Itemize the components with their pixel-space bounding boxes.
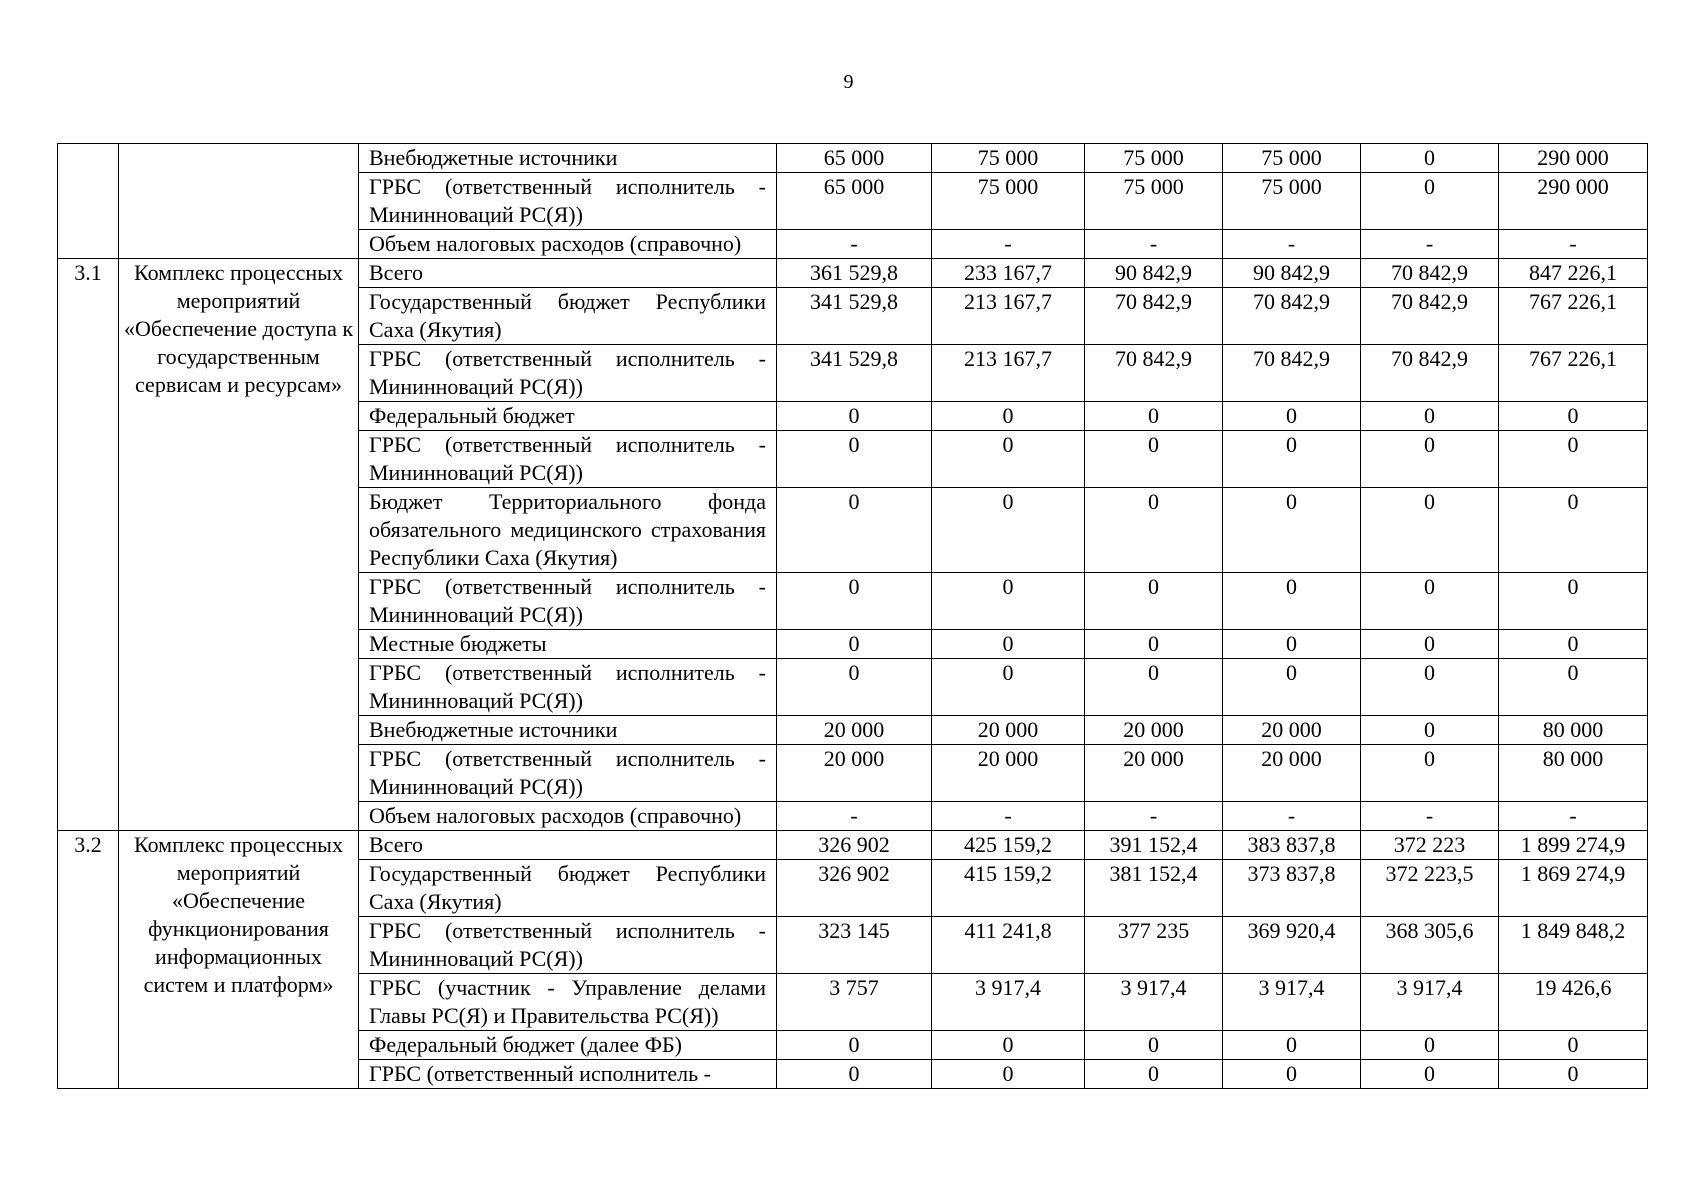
year-value-cell: 361 529,8 — [777, 259, 932, 288]
year-value-cell: - — [932, 230, 1085, 259]
year-value-cell: 0 — [1361, 573, 1499, 630]
funding-source-cell: ГРБС (ответственный исполнитель - Мининноваций РС(Я)) — [359, 573, 777, 630]
year-value-cell: 70 842,9 — [1361, 259, 1499, 288]
year-value-cell: - — [1223, 802, 1361, 831]
year-value-cell: - — [1085, 802, 1223, 831]
year-value-cell: 0 — [777, 659, 932, 716]
year-value-cell: 377 235 — [1085, 917, 1223, 974]
total-value-cell: 0 — [1499, 1031, 1648, 1060]
year-value-cell: 3 917,4 — [1223, 974, 1361, 1031]
year-value-cell: 425 159,2 — [932, 831, 1085, 860]
year-value-cell: 0 — [1085, 431, 1223, 488]
year-value-cell: 65 000 — [777, 144, 932, 173]
year-value-cell: 75 000 — [1223, 173, 1361, 230]
funding-source-cell: ГРБС (участник - Управление делами Главы РС(Я) и Правительства РС(Я)) — [359, 974, 777, 1031]
year-value-cell: 0 — [1223, 659, 1361, 716]
year-value-cell: 411 241,8 — [932, 917, 1085, 974]
total-value-cell: 1 899 274,9 — [1499, 831, 1648, 860]
funding-source-cell: Государственный бюджет Республики Саха (Якутия) — [359, 288, 777, 345]
total-value-cell: 0 — [1499, 573, 1648, 630]
year-value-cell: 0 — [777, 431, 932, 488]
year-value-cell: 0 — [777, 402, 932, 431]
funding-source-cell: Всего — [359, 831, 777, 860]
year-value-cell: 20 000 — [1223, 745, 1361, 802]
year-value-cell: 0 — [932, 488, 1085, 573]
total-value-cell: - — [1499, 802, 1648, 831]
year-value-cell: 0 — [1361, 659, 1499, 716]
funding-source-cell: Всего — [359, 259, 777, 288]
year-value-cell: 70 842,9 — [1361, 345, 1499, 402]
year-value-cell: 20 000 — [932, 716, 1085, 745]
year-value-cell: 70 842,9 — [1085, 345, 1223, 402]
year-value-cell: 3 917,4 — [932, 974, 1085, 1031]
year-value-cell: 0 — [1361, 630, 1499, 659]
total-value-cell: 847 226,1 — [1499, 259, 1648, 288]
year-value-cell: - — [777, 802, 932, 831]
funding-source-cell: Государственный бюджет Республики Саха (Якутия) — [359, 860, 777, 917]
year-value-cell: 0 — [932, 573, 1085, 630]
year-value-cell: 75 000 — [1085, 173, 1223, 230]
funding-source-cell: ГРБС (ответственный исполнитель - Мининноваций РС(Я)) — [359, 659, 777, 716]
year-value-cell: 0 — [1085, 1060, 1223, 1089]
total-value-cell: 0 — [1499, 402, 1648, 431]
funding-source-cell: Внебюджетные источники — [359, 144, 777, 173]
year-value-cell: 0 — [1223, 402, 1361, 431]
year-value-cell: 3 917,4 — [1361, 974, 1499, 1031]
funding-source-cell: Федеральный бюджет (далее ФБ) — [359, 1031, 777, 1060]
row-index-cell — [58, 144, 119, 259]
year-value-cell: 0 — [1085, 573, 1223, 630]
year-value-cell: 0 — [1085, 488, 1223, 573]
year-value-cell: 20 000 — [932, 745, 1085, 802]
year-value-cell: 372 223,5 — [1361, 860, 1499, 917]
funding-source-cell: ГРБС (ответственный исполнитель - Мининноваций РС(Я)) — [359, 431, 777, 488]
total-value-cell: 1 869 274,9 — [1499, 860, 1648, 917]
year-value-cell: 0 — [1085, 402, 1223, 431]
total-value-cell: 0 — [1499, 1060, 1648, 1089]
year-value-cell: 75 000 — [932, 144, 1085, 173]
year-value-cell: 0 — [1223, 573, 1361, 630]
year-value-cell: 3 757 — [777, 974, 932, 1031]
total-value-cell: 80 000 — [1499, 745, 1648, 802]
funding-source-cell: ГРБС (ответственный исполнитель - Мининноваций РС(Я)) — [359, 745, 777, 802]
total-value-cell: 290 000 — [1499, 144, 1648, 173]
year-value-cell: 0 — [777, 488, 932, 573]
total-value-cell: - — [1499, 230, 1648, 259]
total-value-cell: 767 226,1 — [1499, 288, 1648, 345]
year-value-cell: 70 842,9 — [1223, 345, 1361, 402]
funding-source-cell: ГРБС (ответственный исполнитель - Мининноваций РС(Я)) — [359, 173, 777, 230]
funding-source-cell: ГРБС (ответственный исполнитель - Мининноваций РС(Я)) — [359, 345, 777, 402]
year-value-cell: 0 — [932, 630, 1085, 659]
year-value-cell: 326 902 — [777, 831, 932, 860]
program-title-cell: Комплекс процессных мероприятий «Обеспечение доступа к государственным сервисам и ресурсам» — [119, 259, 359, 831]
year-value-cell: 341 529,8 — [777, 288, 932, 345]
year-value-cell: 0 — [1361, 745, 1499, 802]
year-value-cell: 381 152,4 — [1085, 860, 1223, 917]
year-value-cell: 0 — [777, 1031, 932, 1060]
year-value-cell: 90 842,9 — [1085, 259, 1223, 288]
program-title-cell — [119, 144, 359, 259]
year-value-cell: 0 — [932, 1060, 1085, 1089]
year-value-cell: 213 167,7 — [932, 288, 1085, 345]
year-value-cell: 0 — [1361, 716, 1499, 745]
year-value-cell: 70 842,9 — [1085, 288, 1223, 345]
row-index-cell: 3.2 — [58, 831, 119, 1089]
year-value-cell: 326 902 — [777, 860, 932, 917]
year-value-cell: 0 — [932, 402, 1085, 431]
year-value-cell: 391 152,4 — [1085, 831, 1223, 860]
total-value-cell: 767 226,1 — [1499, 345, 1648, 402]
budget-table — [57, 143, 1648, 1089]
year-value-cell: 213 167,7 — [932, 345, 1085, 402]
year-value-cell: - — [1361, 802, 1499, 831]
year-value-cell: 0 — [1223, 630, 1361, 659]
year-value-cell: - — [1085, 230, 1223, 259]
year-value-cell: - — [932, 802, 1085, 831]
year-value-cell: 0 — [1361, 1031, 1499, 1060]
year-value-cell: 65 000 — [777, 173, 932, 230]
funding-source-cell: Местные бюджеты — [359, 630, 777, 659]
funding-source-cell: ГРБС (ответственный исполнитель - — [359, 1060, 777, 1089]
total-value-cell: 0 — [1499, 659, 1648, 716]
year-value-cell: 70 842,9 — [1361, 288, 1499, 345]
year-value-cell: 75 000 — [932, 173, 1085, 230]
year-value-cell: 20 000 — [1085, 716, 1223, 745]
total-value-cell: 1 849 848,2 — [1499, 917, 1648, 974]
total-value-cell: 19 426,6 — [1499, 974, 1648, 1031]
year-value-cell: 0 — [1361, 402, 1499, 431]
year-value-cell: 20 000 — [777, 745, 932, 802]
year-value-cell: 0 — [932, 1031, 1085, 1060]
year-value-cell: 0 — [1223, 431, 1361, 488]
year-value-cell: 0 — [1085, 1031, 1223, 1060]
year-value-cell: 0 — [1361, 488, 1499, 573]
year-value-cell: 0 — [932, 659, 1085, 716]
year-value-cell: 0 — [1361, 144, 1499, 173]
funding-source-cell: Федеральный бюджет — [359, 402, 777, 431]
year-value-cell: 0 — [1085, 630, 1223, 659]
total-value-cell: 0 — [1499, 488, 1648, 573]
year-value-cell: 368 305,6 — [1361, 917, 1499, 974]
year-value-cell: 372 223 — [1361, 831, 1499, 860]
total-value-cell: 290 000 — [1499, 173, 1648, 230]
row-index-cell: 3.1 — [58, 259, 119, 831]
year-value-cell: 341 529,8 — [777, 345, 932, 402]
year-value-cell: 75 000 — [1223, 144, 1361, 173]
year-value-cell: 20 000 — [1223, 716, 1361, 745]
year-value-cell: 0 — [1223, 488, 1361, 573]
funding-source-cell: Внебюджетные источники — [359, 716, 777, 745]
total-value-cell: 80 000 — [1499, 716, 1648, 745]
year-value-cell: 0 — [1085, 659, 1223, 716]
year-value-cell: 20 000 — [777, 716, 932, 745]
total-value-cell: 0 — [1499, 630, 1648, 659]
funding-source-cell: Объем налоговых расходов (справочно) — [359, 802, 777, 831]
year-value-cell: 233 167,7 — [932, 259, 1085, 288]
year-value-cell: 90 842,9 — [1223, 259, 1361, 288]
table-row — [58, 259, 1648, 288]
table-row — [58, 831, 1648, 860]
funding-source-cell: ГРБС (ответственный исполнитель - Мининноваций РС(Я)) — [359, 917, 777, 974]
total-value-cell: 0 — [1499, 431, 1648, 488]
year-value-cell: 70 842,9 — [1223, 288, 1361, 345]
year-value-cell: 20 000 — [1085, 745, 1223, 802]
year-value-cell: 0 — [1361, 1060, 1499, 1089]
year-value-cell: 323 145 — [777, 917, 932, 974]
year-value-cell: 373 837,8 — [1223, 860, 1361, 917]
year-value-cell: 0 — [1361, 431, 1499, 488]
table-body — [58, 144, 1648, 1089]
year-value-cell: 3 917,4 — [1085, 974, 1223, 1031]
year-value-cell: - — [1223, 230, 1361, 259]
program-title-cell: Комплекс процессных мероприятий «Обеспечение функционирования информационных систем и платформ» — [119, 831, 359, 1089]
year-value-cell: 0 — [932, 431, 1085, 488]
year-value-cell: 0 — [1361, 173, 1499, 230]
year-value-cell: 369 920,4 — [1223, 917, 1361, 974]
year-value-cell: 75 000 — [1085, 144, 1223, 173]
year-value-cell: 383 837,8 — [1223, 831, 1361, 860]
year-value-cell: 0 — [1223, 1060, 1361, 1089]
year-value-cell: - — [1361, 230, 1499, 259]
year-value-cell: 0 — [777, 1060, 932, 1089]
page-number: 9 — [843, 71, 854, 93]
table-row — [58, 144, 1648, 173]
year-value-cell: 0 — [777, 630, 932, 659]
year-value-cell: 415 159,2 — [932, 860, 1085, 917]
year-value-cell: 0 — [777, 573, 932, 630]
year-value-cell: 0 — [1223, 1031, 1361, 1060]
funding-source-cell: Объем налоговых расходов (справочно) — [359, 230, 777, 259]
year-value-cell: - — [777, 230, 932, 259]
funding-source-cell: Бюджет Территориального фонда обязательного медицинского страхования Республики Саха (Якутия) — [359, 488, 777, 573]
